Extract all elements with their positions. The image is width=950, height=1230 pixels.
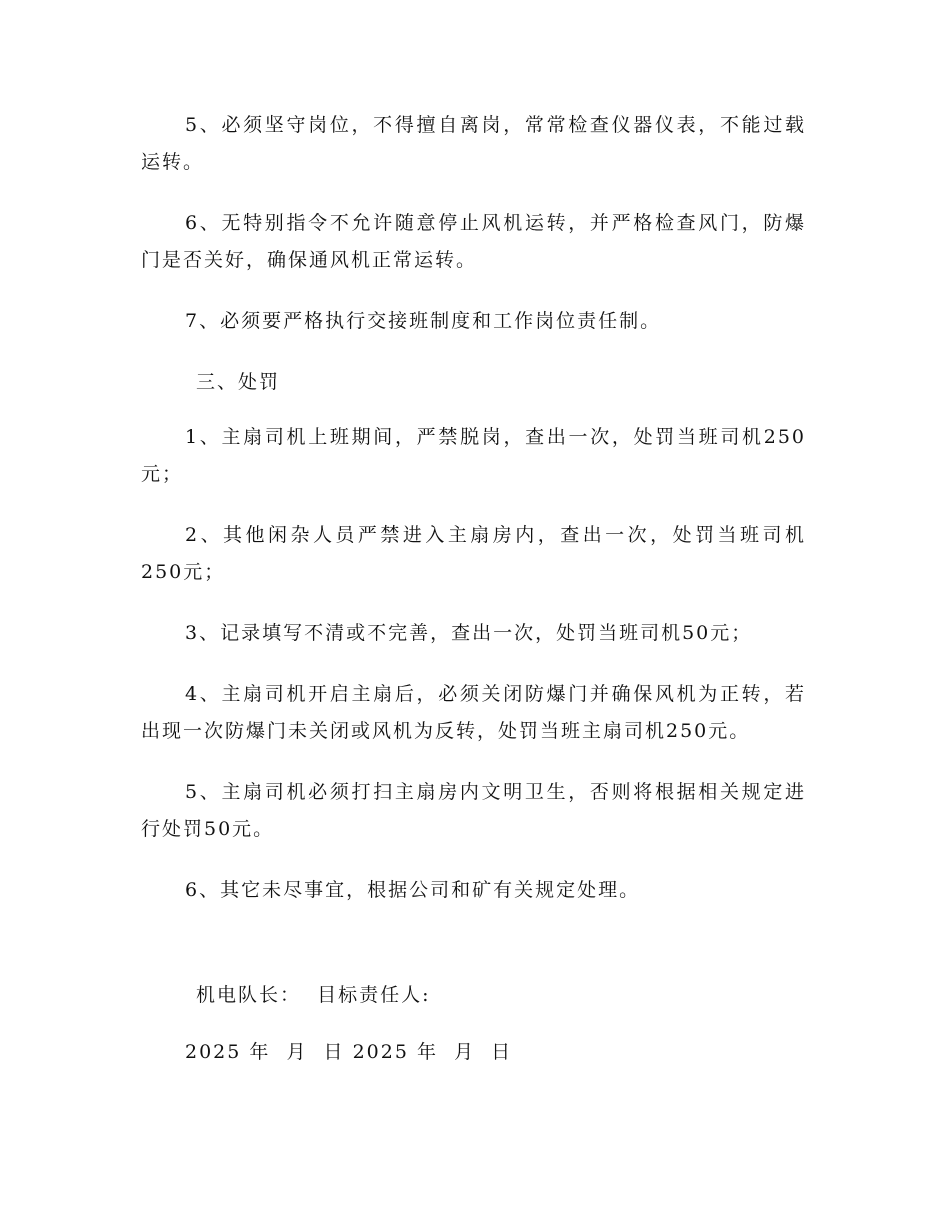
penalty-item-4: 4、主扇司机开启主扇后，必须关闭防爆门并确保风机为正转，若出现一次防爆门未关闭或风机为反转，处罚当班主扇司机250元。	[141, 683, 806, 742]
rule-paragraph-6: 6、无特别指令不允许随意停止风机运转，并严格检查风门，防爆门是否关好，确保通风机正常运转。	[141, 212, 806, 271]
penalty-item-3: 3、记录填写不清或不完善，查出一次，处罚当班司机50元；	[185, 622, 753, 644]
rule-paragraph-5: 5、必须坚守岗位，不得擅自离岗，常常检查仪器仪表，不能过载运转。	[141, 114, 806, 173]
section-heading-penalties: 三、处罚	[196, 371, 281, 393]
penalty-item-1: 1、主扇司机上班期间，严禁脱岗，查出一次，处罚当班司机250元；	[141, 426, 806, 485]
penalty-item-6: 6、其它未尽事宜，根据公司和矿有关规定处理。	[185, 879, 641, 901]
penalty-item-2: 2、其他闲杂人员严禁进入主扇房内，查出一次，处罚当班司机250元；	[141, 524, 806, 583]
signature-line: 机电队长： 目标责任人:	[196, 984, 431, 1006]
rule-paragraph-7: 7、必须要严格执行交接班制度和工作岗位责任制。	[185, 310, 662, 332]
document-body	[141, 107, 806, 1071]
penalty-item-5: 5、主扇司机必须打扫主扇房内文明卫生，否则将根据相关规定进行处罚50元。	[141, 781, 806, 840]
date-line: 2025 年 月 日 2025 年 月 日	[185, 1041, 513, 1063]
